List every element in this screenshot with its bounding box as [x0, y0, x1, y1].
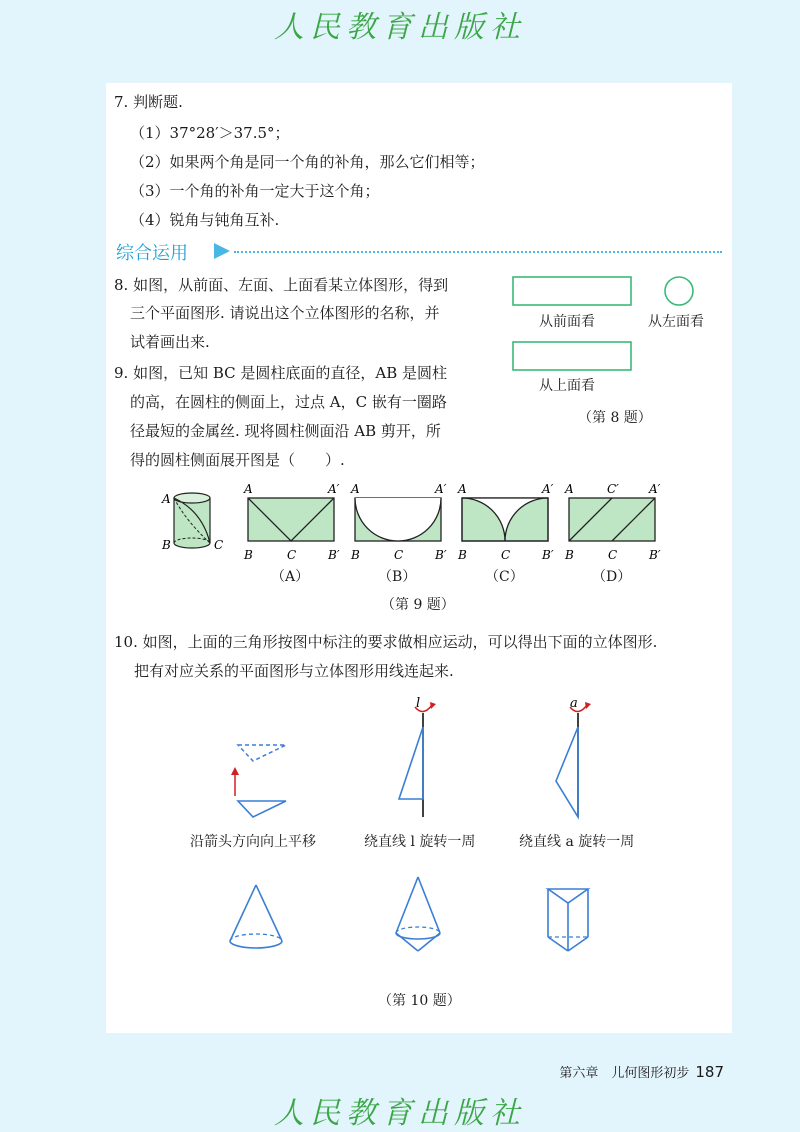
front-view-rect: [513, 277, 631, 305]
q10-motion-3: 绕直线 a 旋转一周: [519, 834, 635, 850]
q9-caption: （第 9 题）: [381, 597, 455, 613]
publisher-logo-top: 人民教育出版社: [274, 10, 526, 45]
axis-label-l: l: [416, 696, 421, 711]
q7-item-2: （2）如果两个角是同一个角的补角，那么它们相等；: [130, 153, 485, 171]
cyl-label-b: B: [162, 538, 171, 552]
cyl-label-c: C: [214, 538, 224, 552]
d-label-c1: C′: [607, 482, 619, 496]
c-label-a: A: [458, 482, 467, 496]
publisher-logo-bottom: 人民教育出版社: [274, 1096, 526, 1131]
q9-figure: [156, 481, 676, 571]
c-label-b: B: [458, 548, 467, 562]
axis-label-a: a: [570, 696, 578, 711]
q8-label-front: 从前面看: [539, 314, 595, 330]
q10-line-2: 把有对应关系的平面图形与立体图形用线连起来.: [134, 662, 454, 680]
option-d-figure: [569, 498, 655, 541]
section-header: [116, 239, 722, 263]
q9-option-a: （A）: [271, 569, 310, 585]
d-label-b: B: [565, 548, 574, 562]
q7-item-3: （3）一个角的补角一定大于这个角；: [130, 182, 380, 200]
section-title: 综合运用: [116, 243, 188, 264]
q8-line-3: 试着画出来.: [130, 333, 210, 351]
q8-label-left: 从左面看: [648, 314, 704, 330]
cyl-label-a: A: [162, 492, 171, 506]
b-label-b: B: [351, 548, 360, 562]
chapter-title: 第六章 儿何图形初步: [559, 1066, 690, 1081]
cylinder: [174, 493, 210, 548]
d-label-a: A: [565, 482, 574, 496]
q10-motions-figure: [186, 693, 626, 823]
textbook-page: [106, 83, 732, 1033]
q7-title: 7. 判断题.: [114, 93, 183, 111]
option-b-figure: [355, 498, 441, 541]
d-label-a1: A′: [649, 482, 661, 496]
b-label-a1: A′: [435, 482, 447, 496]
q8-caption: （第 8 题）: [578, 410, 652, 426]
page-footer: [559, 1062, 724, 1081]
cone-solid: [230, 885, 282, 948]
c-label-b1: B′: [542, 548, 554, 562]
q9-option-c: （C）: [485, 569, 524, 585]
b-label-c: C: [394, 548, 404, 562]
up-arrow-icon: [231, 767, 239, 775]
q9-option-d: （D）: [592, 569, 632, 585]
option-a-figure: [248, 498, 334, 541]
translate-triangle-group: [231, 745, 286, 817]
option-c-figure: [462, 498, 548, 541]
q8-line-1: 8. 如图，从前面、左面、上面看某立体图形，得到: [114, 276, 449, 294]
rotate-a-group: [556, 702, 591, 817]
q9-line-3: 径最短的金属丝. 现将圆柱侧面沿 AB 剪开，所: [130, 422, 441, 440]
q10-solids-figure: [216, 871, 636, 971]
double-cone-solid: [396, 877, 440, 951]
c-label-a1: A′: [542, 482, 554, 496]
c-label-c: C: [501, 548, 511, 562]
left-view-circle: [665, 277, 693, 305]
d-label-b1: B′: [649, 548, 661, 562]
q10-caption: （第 10 题）: [378, 993, 461, 1009]
d-label-c: C: [608, 548, 618, 562]
prism-solid: [548, 889, 588, 951]
q8-label-top: 从上面看: [539, 378, 595, 394]
rotate-l-group: [399, 702, 436, 817]
q10-motion-1: 沿箭头方向向上平移: [190, 834, 316, 850]
section-divider: [234, 251, 722, 253]
q7-item-1: （1）37°28′＞37.5°；: [130, 124, 290, 142]
q10-motion-2: 绕直线 l 旋转一周: [364, 834, 476, 850]
q10-line-1: 10. 如图，上面的三角形按图中标注的要求做相应运动，可以得出下面的立体图形.: [114, 633, 658, 651]
q9-line-4: 得的圆柱侧面展开图是（ ）.: [130, 451, 345, 469]
q9-option-b: （B）: [378, 569, 417, 585]
b-label-b1: B′: [435, 548, 447, 562]
a-label-c: C: [287, 548, 297, 562]
q8-line-2: 三个平面图形. 请说出这个立体图形的名称，并: [130, 304, 440, 322]
b-label-a: A: [351, 482, 360, 496]
page-number: 187: [695, 1063, 724, 1081]
a-label-a: A: [244, 482, 253, 496]
a-label-b1: B′: [328, 548, 340, 562]
a-label-b: B: [244, 548, 253, 562]
q9-line-2: 的高，在圆柱的侧面上，过点 A，C 嵌有一圈路: [130, 393, 447, 411]
section-arrow-icon: [214, 243, 230, 259]
a-label-a1: A′: [328, 482, 340, 496]
q9-line-1: 9. 如图，已知 BC 是圆柱底面的直径，AB 是圆柱: [114, 364, 448, 382]
top-view-rect: [513, 342, 631, 370]
q7-item-4: （4）锐角与钝角互补.: [130, 211, 280, 229]
